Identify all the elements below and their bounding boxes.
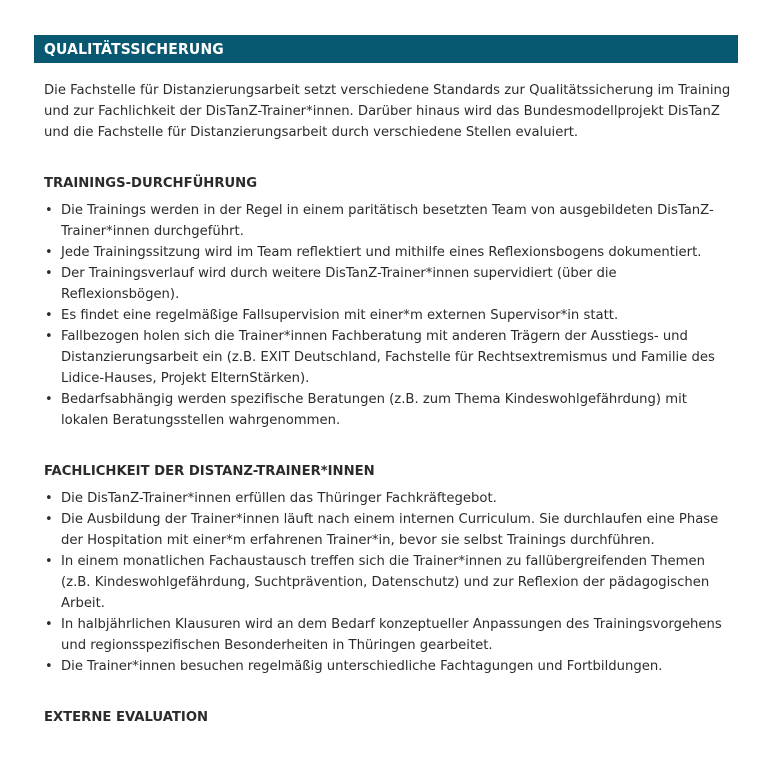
- bullet-icon: •: [45, 245, 53, 260]
- list-item: [44, 614, 737, 656]
- fachlichkeit-list: [44, 488, 738, 677]
- list-item-text: Die DisTanZ-Trainer*innen erfüllen das Thüringer Fachkräftegebot.: [61, 491, 497, 506]
- list-item: [44, 389, 737, 431]
- list-item: [44, 305, 737, 326]
- list-item: [44, 200, 737, 242]
- list-item-text: Die Ausbildung der Trainer*innen läuft nach einem internen Curriculum. Sie durchlaufen eine Phase der Hospitation mit einer*m erfahrenen Trainer*in, bevor sie selbst Trainings durchführen.: [61, 512, 719, 548]
- page-title: QUALITÄTSSICHERUNG: [44, 40, 224, 58]
- bullet-icon: •: [45, 392, 53, 407]
- bullet-icon: •: [45, 554, 53, 569]
- list-item: [44, 488, 737, 509]
- content-area: [44, 80, 738, 728]
- list-item-text: In halbjährlichen Klausuren wird an dem Bedarf konzeptueller Anpassungen des Trainingsvorgehens und regionsspezifischen Besonderheiten in Thüringen gearbeitet.: [61, 617, 722, 653]
- section-heading-trainings-durchfuehrung: TRAININGS-DURCHFÜHRUNG: [44, 176, 258, 191]
- trainings-durchfuehrung-list: [44, 200, 738, 431]
- bullet-icon: •: [45, 491, 53, 506]
- list-item-text: Bedarfsabhängig werden spezifische Beratungen (z.B. zum Thema Kindeswohlgefährdung) mit lokalen Beratungsstellen wahrgenommen.: [61, 392, 687, 428]
- bullet-icon: •: [45, 659, 53, 674]
- bullet-icon: •: [45, 329, 53, 344]
- list-item: [44, 263, 737, 305]
- list-item-text: Es findet eine regelmäßige Fallsupervision mit einer*m externen Supervisor*in statt.: [61, 308, 619, 323]
- section-heading-fachlichkeit: FACHLICHKEIT DER DISTANZ-TRAINER*INNEN: [44, 464, 375, 479]
- list-item-text: Jede Trainingssitzung wird im Team reflektiert und mithilfe eines Reflexionsbogens dokumentiert.: [61, 245, 702, 260]
- bullet-icon: •: [45, 512, 53, 527]
- list-item-text: Die Trainer*innen besuchen regelmäßig unterschiedliche Fachtagungen und Fortbildungen.: [61, 659, 663, 674]
- section-heading-externe-evaluation: EXTERNE EVALUATION: [44, 710, 209, 725]
- bullet-icon: •: [45, 266, 53, 281]
- section-banner: [34, 35, 738, 63]
- list-item-text: In einem monatlichen Fachaustausch treffen sich die Trainer*innen zu fallübergreifenden Themen (z.B. Kindeswohlgefährdung, Suchtprävention, Datenschutz) und zur Reflexion der pädagogischen Arbeit.: [61, 554, 710, 611]
- bullet-icon: •: [45, 617, 53, 632]
- list-item: [44, 509, 737, 551]
- bullet-icon: •: [45, 203, 53, 218]
- list-item: [44, 656, 737, 677]
- bullet-icon: •: [45, 308, 53, 323]
- list-item: [44, 242, 737, 263]
- list-item: [44, 551, 737, 614]
- list-item-text: Der Trainingsverlauf wird durch weitere DisTanZ-Trainer*innen supervidiert (über die Reflexionsbögen).: [61, 266, 617, 302]
- intro-paragraph: Die Fachstelle für Distanzierungsarbeit setzt verschiedene Standards zur Qualitätssicherung im Training und zur Fachlichkeit der DisTanZ-Trainer*innen. Darüber hinaus wird das Bundesmodellprojekt DisTanZ und die Fachstelle für Distanzierungsarbeit durch verschiedene Stellen evaluiert.: [44, 83, 731, 140]
- list-item: [44, 326, 737, 389]
- list-item-text: Fallbezogen holen sich die Trainer*innen Fachberatung mit anderen Trägern der Ausstiegs- und Distanzierungsarbeit ein (z.B. EXIT Deutschland, Fachstelle für Rechtsextremismus und Familie des Lidice-Hauses, Projekt ElternStärken).: [61, 329, 715, 386]
- list-item-text: Die Trainings werden in der Regel in einem paritätisch besetzten Team von ausgebildeten DisTanZ-Trainer*innen durchgeführt.: [61, 203, 714, 239]
